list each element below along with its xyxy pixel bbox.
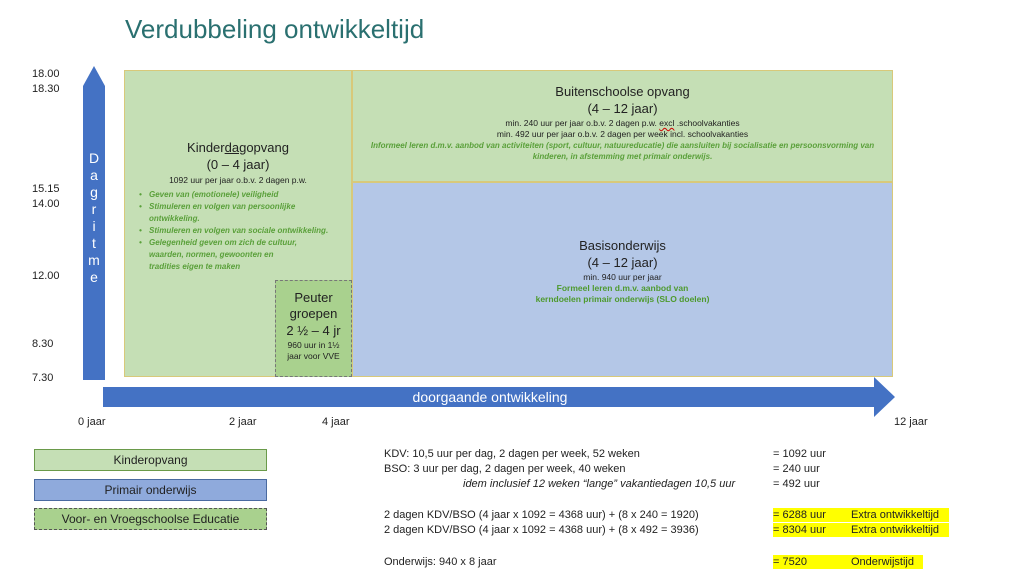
kdv-bullet: • Stimuleren en volgen van sociale ontwikkeling. xyxy=(141,225,341,237)
calc-row2-value: = 8304 uur xyxy=(773,524,826,536)
axis-letter: t xyxy=(92,235,96,251)
bso-line2: min. 492 uur per jaar o.b.v. 2 dagen per week incl. schoolvakanties xyxy=(496,129,749,139)
bao-hours: min. 940 uur per jaar xyxy=(583,272,662,282)
calc-kdv-value: = 1092 uur xyxy=(773,448,826,460)
kdv-title xyxy=(125,139,351,156)
kdv-age: (0 – 4 jaar) xyxy=(206,157,270,172)
peuter-line4: 960 uur in 1½ xyxy=(287,340,340,350)
peuter-line3: 2 ½ – 4 jr xyxy=(286,323,341,338)
axis-letter: D xyxy=(88,150,100,166)
legend-vve: Voor- en Vroegschoolse Educatie xyxy=(34,508,267,530)
bao-age: (4 – 12 jaar) xyxy=(587,255,658,270)
kdv-title-underlined: dag xyxy=(224,140,247,155)
axis-letter: g xyxy=(90,184,98,200)
page-title: Verdubbeling ontwikkeltijd xyxy=(125,14,425,44)
time-label-1515: 15.15 xyxy=(32,183,60,195)
bso-note: Informeel leren d.m.v. aanbod van activiteiten (sport, cultuur, natuureducatie) die aansluiten bij socialisatie en persoonsvorming van kinderen, in afstemming met primair onderwijs. xyxy=(370,141,875,161)
xtick-4: 4 jaar xyxy=(322,416,350,428)
axis-letter: a xyxy=(90,167,98,183)
axis-letter: i xyxy=(92,218,96,234)
time-label-830: 8.30 xyxy=(32,338,54,350)
kdv-bullet: • Geven van (emotionele) veiligheid xyxy=(141,189,341,201)
calc-row3-highlight xyxy=(773,555,923,569)
kdv-title-pre: Kinder xyxy=(187,140,225,155)
calc-row3: Onderwijs: 940 x 8 jaar xyxy=(384,556,497,568)
dagritme-label xyxy=(83,150,105,286)
peutergroepen-box xyxy=(275,280,352,377)
kdv-hours: 1092 uur per jaar o.b.v. 2 dagen p.w. xyxy=(169,175,307,185)
time-label-1400: 14.00 xyxy=(32,198,60,210)
calc-row2: 2 dagen KDV/BSO (4 jaar x 1092 = 4368 uur) + (8 x 492 = 3936) xyxy=(384,524,699,536)
calc-row1-highlight xyxy=(773,508,949,522)
calc-bso: BSO: 3 uur per dag, 2 dagen per week, 40 weken xyxy=(384,463,626,475)
calc-row1-tag: Extra ontwikkeltijd xyxy=(851,509,940,521)
calc-row1-value: = 6288 uur xyxy=(773,509,826,521)
kdv-title-post: opvang xyxy=(246,140,289,155)
kdv-bullet: • Stimuleren en volgen van persoonlijke ontwikkeling. xyxy=(141,201,341,225)
bso-line1-pre: min. 240 uur per jaar o.b.v. 2 dagen p.w. xyxy=(505,118,660,128)
kdv-bullet-list xyxy=(125,189,341,273)
bao-note2: kerndoelen primair onderwijs (SLO doelen) xyxy=(535,294,710,304)
calc-row1: 2 dagen KDV/BSO (4 jaar x 1092 = 4368 uur) + (8 x 240 = 1920) xyxy=(384,509,699,521)
bao-note1: Formeel leren d.m.v. aanbod van xyxy=(556,283,689,293)
bao-title: Basisonderwijs xyxy=(579,238,666,253)
calc-row2-highlight xyxy=(773,523,949,537)
xtick-12: 12 jaar xyxy=(894,416,928,428)
bso-line1-post: .schoolvakanties xyxy=(674,118,740,128)
peuter-line5: jaar voor VVE xyxy=(287,351,340,361)
peuter-line2: groepen xyxy=(289,306,338,321)
axis-letter: r xyxy=(91,201,97,217)
time-label-730: 7.30 xyxy=(32,372,54,384)
time-label-1200: 12.00 xyxy=(32,270,60,282)
calc-idem-value: = 492 uur xyxy=(773,478,820,490)
xtick-0: 0 jaar xyxy=(78,416,106,428)
kdv-bullet: • Gelegenheid geven om zich de cultuur, waarden, normen, gewoonten en tradities eigen te maken xyxy=(141,237,299,273)
axis-letter: m xyxy=(88,252,100,268)
bso-age: (4 – 12 jaar) xyxy=(587,101,658,116)
legend-kinderopvang: Kinderopvang xyxy=(34,449,267,471)
axis-letter: e xyxy=(90,269,98,285)
buitenschoolse-opvang-box xyxy=(352,70,893,182)
calc-row3-value: = 7520 xyxy=(773,556,807,568)
calc-row2-tag: Extra ontwikkeltijd xyxy=(851,524,940,536)
bso-line1-underlined: excl xyxy=(659,118,675,128)
calc-row3-tag: Onderwijstijd xyxy=(851,556,914,568)
bso-line1 xyxy=(353,118,892,129)
basisonderwijs-box xyxy=(352,182,893,377)
calc-kdv: KDV: 10,5 uur per dag, 2 dagen per week, 52 weken xyxy=(384,448,640,460)
time-label-1830: 18.30 xyxy=(32,83,60,95)
xtick-2: 2 jaar xyxy=(229,416,257,428)
doorgaande-ontwikkeling-label: doorgaande ontwikkeling xyxy=(412,389,568,405)
time-label-1800: 18.00 xyxy=(32,68,60,80)
bso-title: Buitenschoolse opvang xyxy=(555,84,690,99)
calc-idem: idem inclusief 12 weken “lange” vakantiedagen 10,5 uur xyxy=(463,478,736,490)
peuter-line1: Peuter xyxy=(294,290,333,305)
legend-primair-onderwijs: Primair onderwijs xyxy=(34,479,267,501)
calc-bso-value: = 240 uur xyxy=(773,463,820,475)
